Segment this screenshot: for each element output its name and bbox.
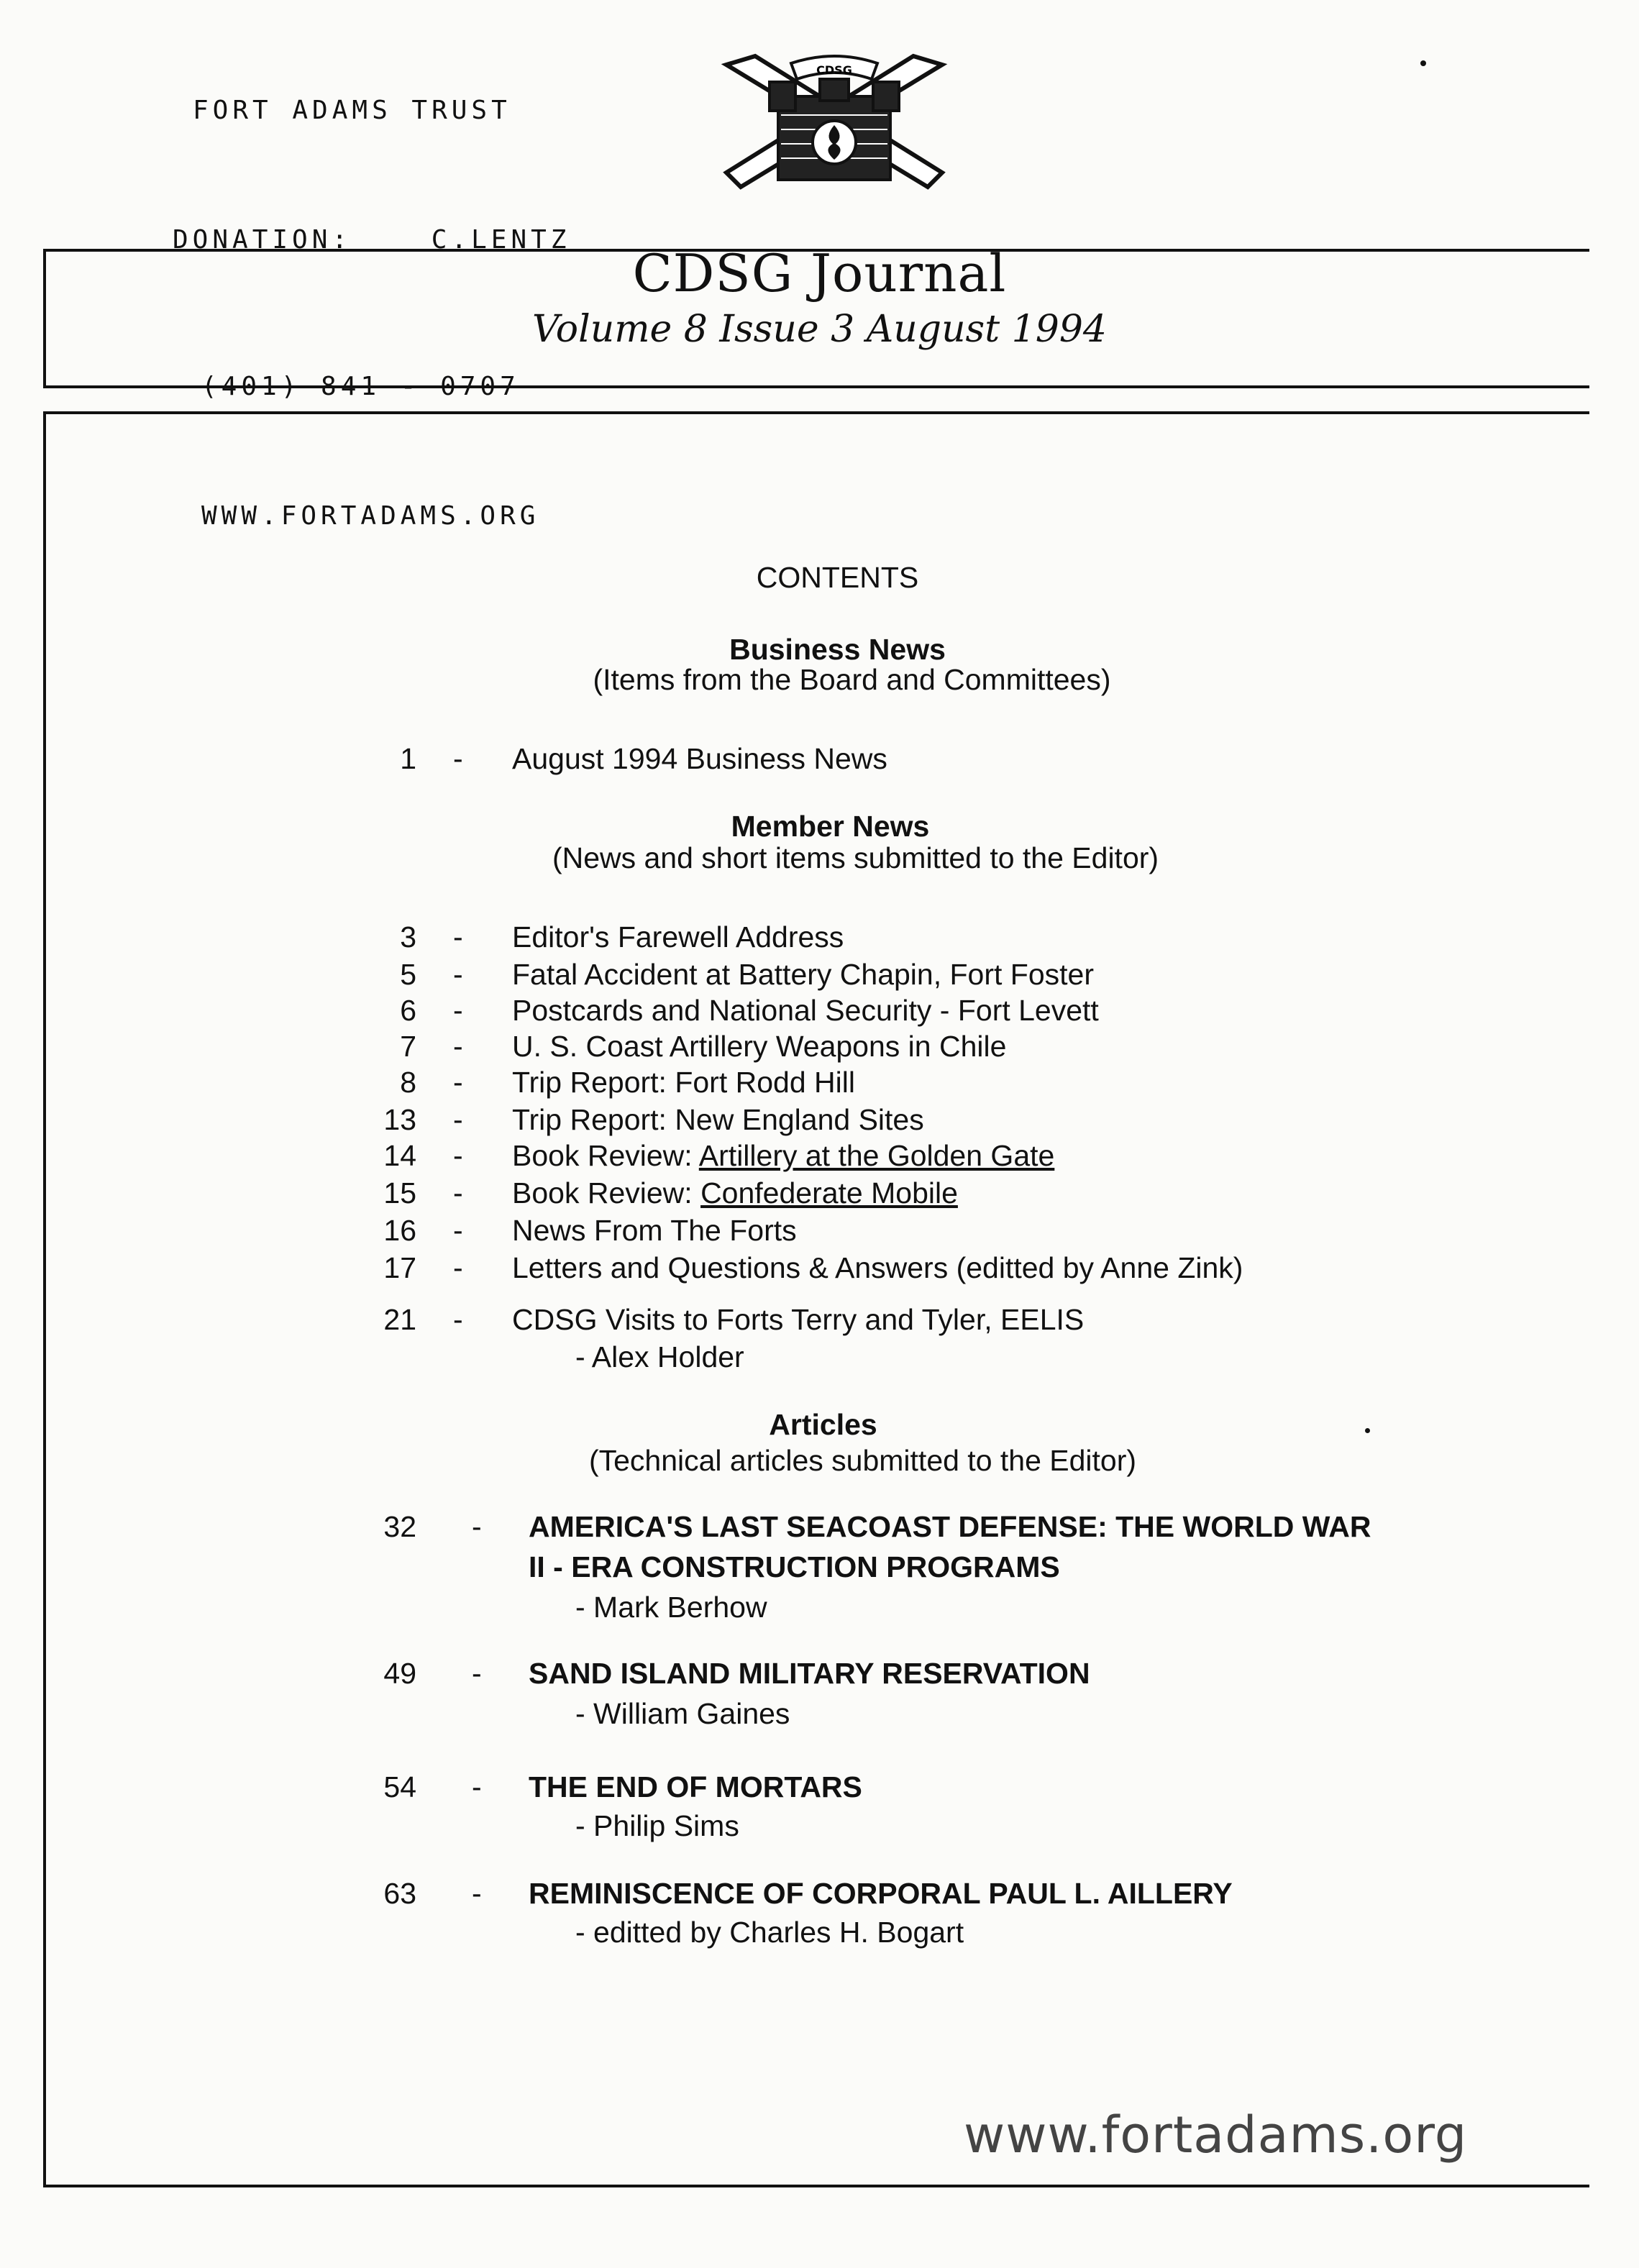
toc-title: Letters and Questions & Answers (editted by Anne Zink) [512, 1251, 1243, 1284]
toc-page: 15 [383, 1176, 416, 1210]
toc-title: U. S. Coast Artillery Weapons in Chile [512, 1030, 1007, 1063]
toc-author: - Alex Holder [575, 1340, 744, 1373]
toc-page: 5 [400, 958, 416, 991]
toc-row [0, 1176, 1639, 1212]
speck-mark [1420, 60, 1426, 66]
section-subtitle-business: (Items from the Board and Committees) [593, 663, 1111, 696]
toc-row [0, 1103, 1639, 1139]
toc-title: Trip Report: Fort Rodd Hill [512, 1066, 855, 1099]
issue-line: Volume 8 Issue 3 August 1994 [531, 308, 1108, 351]
toc-dash: - [453, 1214, 463, 1247]
toc-title [512, 1176, 958, 1210]
toc-page: 21 [383, 1303, 416, 1336]
toc-row [0, 1251, 1639, 1287]
toc-row [0, 958, 1639, 994]
toc-row [0, 1303, 1639, 1339]
stamp-line-website: WWW.FORTADAMS.ORG [201, 501, 540, 531]
toc-title [512, 1139, 1054, 1173]
toc-title: THE END OF MORTARS [529, 1770, 862, 1803]
toc-page: 14 [383, 1139, 416, 1172]
toc-page: 16 [383, 1214, 416, 1247]
toc-title: News From The Forts [512, 1214, 797, 1247]
toc-row [0, 1139, 1639, 1175]
book-title: Artillery at the Golden Gate [698, 1139, 1055, 1172]
toc-row [0, 1877, 1639, 1913]
toc-dash: - [472, 1510, 482, 1543]
toc-row [0, 920, 1639, 956]
toc-row [0, 994, 1639, 1030]
toc-row [0, 1770, 1639, 1806]
section-subtitle-articles: (Technical articles submitted to the Editor) [588, 1444, 1137, 1477]
toc-dash: - [453, 1176, 463, 1210]
toc-title: AMERICA'S LAST SEACOAST DEFENSE: THE WORLD WAR [529, 1510, 1371, 1543]
toc-title: Editor's Farewell Address [512, 920, 844, 954]
toc-page: 17 [383, 1251, 416, 1284]
contents-heading: CONTENTS [756, 561, 919, 594]
toc-row [0, 1066, 1639, 1102]
toc-page: 49 [383, 1657, 416, 1690]
toc-title: August 1994 Business News [512, 742, 887, 775]
section-title-member: Member News [731, 810, 930, 843]
toc-title: Fatal Accident at Battery Chapin, Fort Foster [512, 958, 1094, 991]
toc-page: 3 [400, 920, 416, 954]
toc-dash: - [453, 958, 463, 991]
toc-dash: - [453, 920, 463, 954]
stamp-line-trust: FORT ADAMS TRUST [193, 96, 511, 125]
toc-row [0, 1510, 1639, 1546]
toc-title: Postcards and National Security - Fort Levett [512, 994, 1099, 1027]
toc-author: - Mark Berhow [575, 1591, 767, 1624]
toc-page: 32 [383, 1510, 416, 1543]
toc-page: 8 [400, 1066, 416, 1099]
toc-dash: - [453, 994, 463, 1027]
toc-title: CDSG Visits to Forts Terry and Tyler, EELIS [512, 1303, 1085, 1336]
stamp-line-donation: DONATION: C.LENTZ [173, 225, 571, 255]
toc-page: 1 [400, 742, 416, 775]
toc-title-prefix: Book Review: [512, 1139, 699, 1172]
toc-row [0, 1030, 1639, 1066]
toc-dash: - [453, 742, 463, 775]
toc-dash: - [453, 1030, 463, 1063]
toc-title-continued: II - ERA CONSTRUCTION PROGRAMS [529, 1550, 1060, 1583]
toc-dash: - [472, 1770, 482, 1803]
toc-page: 7 [400, 1030, 416, 1063]
section-title-articles: Articles [769, 1408, 877, 1441]
toc-author: - Philip Sims [575, 1809, 739, 1842]
toc-title: SAND ISLAND MILITARY RESERVATION [529, 1657, 1090, 1690]
section-title-business: Business News [729, 633, 946, 666]
book-title: Confederate Mobile [700, 1176, 958, 1210]
section-subtitle-member: (News and short items submitted to the Editor) [552, 841, 1159, 874]
toc-title: Trip Report: New England Sites [512, 1103, 924, 1136]
toc-row [0, 1657, 1639, 1693]
logo-banner-text: CDSG [816, 63, 852, 77]
toc-dash: - [453, 1303, 463, 1336]
toc-row [0, 1214, 1639, 1250]
toc-page: 54 [383, 1770, 416, 1803]
stamp-line-phone: (401) 841 - 0707 [201, 372, 520, 401]
toc-dash: - [472, 1877, 482, 1910]
speck-mark [1365, 1428, 1370, 1433]
toc-title-prefix: Book Review: [512, 1176, 701, 1210]
toc-dash: - [453, 1139, 463, 1172]
cdsg-logo-icon [712, 50, 957, 194]
toc-row [0, 742, 1639, 778]
journal-title: CDSG Journal [632, 243, 1007, 303]
toc-author: - William Gaines [575, 1697, 790, 1730]
toc-page: 63 [383, 1877, 416, 1910]
toc-author: - editted by Charles H. Bogart [575, 1916, 964, 1949]
toc-page: 6 [400, 994, 416, 1027]
toc-dash: - [472, 1657, 482, 1690]
website-watermark: www.fortadams.org [964, 2105, 1468, 2164]
toc-dash: - [453, 1066, 463, 1099]
toc-page: 13 [383, 1103, 416, 1136]
toc-dash: - [453, 1251, 463, 1284]
toc-title: REMINISCENCE OF CORPORAL PAUL L. AILLERY [529, 1877, 1233, 1910]
toc-dash: - [453, 1103, 463, 1136]
